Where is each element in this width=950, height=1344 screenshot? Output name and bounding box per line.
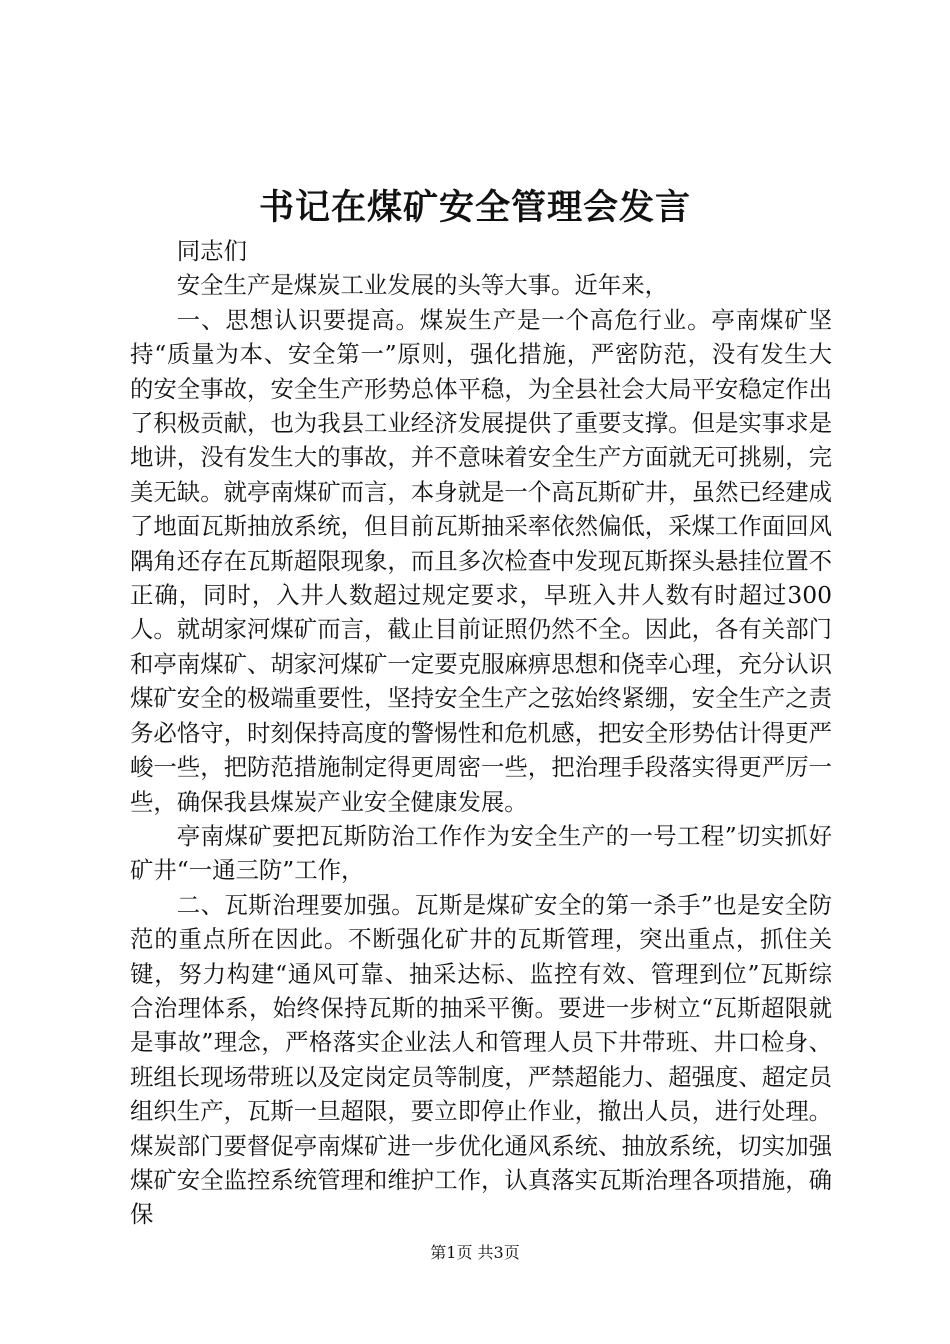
document-body xyxy=(130,234,832,1232)
section-one-paragraph: 一、思想认识要提高。煤炭生产是一个高危行业。亭南煤矿坚持“质量为本、安全第一”原则，强化措施，严密防范，没有发生大的安全事故，安全生产形势总体平稳，为全县社会大局平安稳定作出了积极贡献，也为我县工业经济发展提供了重要支撑。但是实事求是地讲，没有发生大的事故，并不意味着安全生产方面就无可挑剔，完美无缺。就亭南煤矿而言，本身就是一个高瓦斯矿井，虽然已经建成了地面瓦斯抽放系统，但目前瓦斯抽采率依然偏低，采煤工作面回风隅角还存在瓦斯超限现象，而且多次检查中发现瓦斯探头悬挂位置不正确，同时，入井人数超过规定要求，早班入井人数有时超过300人。就胡家河煤矿而言，截止目前证照仍然不全。因此，各有关部门和亭南煤矿、胡家河煤矿一定要克服麻痹思想和侥幸心理，充分认识煤矿安全的极端重要性，坚持安全生产之弦始终紧绷，安全生产之责务必恪守，时刻保持高度的警惕性和危机感，把安全形势估计得更严峻一些，把防范措施制定得更周密一些，把治理手段落实得更严厉一些，确保我县煤炭产业安全健康发展。 xyxy=(130,305,832,816)
gas-project-paragraph: 亭南煤矿要把瓦斯防治工作作为安全生产的一号工程”切实抓好矿井“一通三防”工作， xyxy=(130,821,832,885)
document-title: 书记在煤矿安全管理会发言 xyxy=(258,187,691,228)
intro-paragraph: 安全生产是煤炭工业发展的头等大事。近年来， xyxy=(176,271,668,300)
salutation-paragraph: 同志们 xyxy=(176,237,247,265)
page-number-footer: 第1页 共3页 xyxy=(430,1243,520,1262)
section-two-paragraph: 二、瓦斯治理要加强。瓦斯是煤矿安全的第一杀手”也是安全防范的重点所在因此。不断强化矿井的瓦斯管理，突出重点，抓住关键，努力构建“通风可靠、抽采达标、监控有效、管理到位”瓦斯综合治理体系，始终保持瓦斯的抽采平衡。要进一步树立“瓦斯超限就是事故”理念，严格落实企业法人和管理人员下井带班、井口检身、班组长现场带班以及定岗定员等制度，严禁超能力、超强度、超定员组织生产，瓦斯一旦超限，要立即停止作业，撤出人员，进行处理。煤炭部门要督促亭南煤矿进一步优化通风系统、抽放系统，切实加强煤矿安全监控系统管理和维护工作，认真落实瓦斯治理各项措施，确保 xyxy=(130,890,832,1229)
